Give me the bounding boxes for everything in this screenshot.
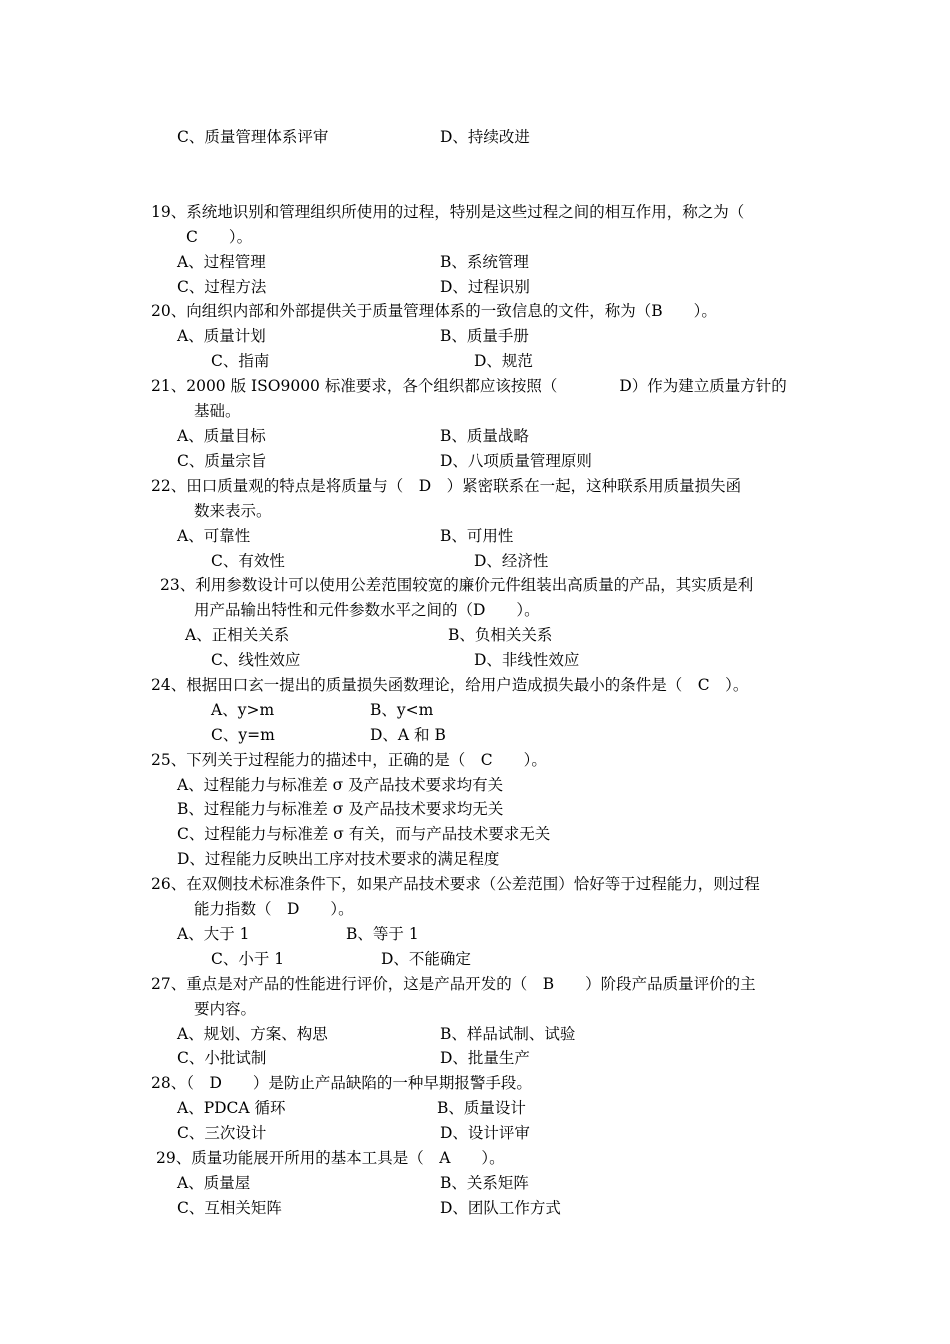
option-b: B、y<m: [370, 701, 434, 719]
option-c: C、y=m: [211, 726, 275, 744]
option-c: C、有效性: [211, 552, 285, 570]
option-d: D、A 和 B: [370, 726, 446, 744]
option-c: C、质量管理体系评审: [177, 128, 329, 146]
question-27-cont: 要内容。: [194, 1000, 257, 1018]
option-a: A、质量目标: [177, 427, 266, 445]
option-a: A、质量屋: [177, 1174, 251, 1192]
option-d: D、过程能力反映出工序对技术要求的满足程度: [177, 850, 500, 868]
question-24: 24、根据田口玄一提出的质量损失函数理论，给用户造成损失最小的条件是（ C ）。: [151, 676, 749, 694]
option-d: D、持续改进: [440, 128, 530, 146]
question-23-cont: 用产品输出特性和元件参数水平之间的（D ）。: [194, 601, 540, 619]
option-d: D、不能确定: [381, 950, 471, 968]
option-b: B、质量手册: [440, 327, 529, 345]
option-a: A、可靠性: [177, 527, 251, 545]
question-21-cont: 基础。: [194, 402, 241, 420]
option-a: A、规划、方案、构思: [177, 1025, 328, 1043]
option-a: A、PDCA 循环: [177, 1099, 286, 1117]
option-b: B、关系矩阵: [440, 1174, 529, 1192]
option-c: C、过程能力与标准差 σ 有关，而与产品技术要求无关: [177, 825, 551, 843]
question-25: 25、下列关于过程能力的描述中，正确的是（ C ）。: [151, 751, 547, 769]
option-d: D、批量生产: [440, 1049, 530, 1067]
question-29: 29、质量功能展开所用的基本工具是（ A ）。: [156, 1149, 505, 1167]
option-d: D、经济性: [474, 552, 549, 570]
option-c: C、互相关矩阵: [177, 1199, 282, 1217]
question-26: 26、在双侧技术标准条件下，如果产品技术要求（公差范围）恰好等于过程能力，则过程: [151, 875, 760, 893]
option-d: D、非线性效应: [474, 651, 580, 669]
option-d: D、规范: [474, 352, 533, 370]
option-a: A、大于 1: [177, 925, 250, 943]
option-c: C、小批试制: [177, 1049, 267, 1067]
question-19: 19、系统地识别和管理组织所使用的过程，特别是这些过程之间的相互作用，称之为（: [151, 203, 745, 221]
question-26-cont: 能力指数（ D ）。: [194, 900, 354, 918]
option-b: B、样品试制、试验: [440, 1025, 576, 1043]
option-b: B、过程能力与标准差 σ 及产品技术要求均无关: [177, 800, 504, 818]
option-b: B、质量战略: [440, 427, 529, 445]
question-27: 27、重点是对产品的性能进行评价，这是产品开发的（ B ）阶段产品质量评价的主: [151, 975, 756, 993]
option-b: B、可用性: [440, 527, 514, 545]
question-21: 21、2000 版 ISO9000 标准要求，各个组织都应该按照（ D）作为建立质量方针的: [151, 377, 787, 395]
option-c: C、指南: [211, 352, 270, 370]
option-a: A、质量计划: [177, 327, 266, 345]
option-c: C、三次设计: [177, 1124, 267, 1142]
option-d: D、过程识别: [440, 278, 530, 296]
option-b: B、质量设计: [437, 1099, 526, 1117]
option-c: C、过程方法: [177, 278, 267, 296]
question-23: 23、利用参数设计可以使用公差范围较宽的廉价元件组装出高质量的产品，其实质是利: [160, 576, 754, 594]
option-d: D、团队工作方式: [440, 1199, 561, 1217]
option-b: B、等于 1: [346, 925, 419, 943]
option-a: A、正相关关系: [185, 626, 290, 644]
option-c: C、小于 1: [211, 950, 285, 968]
question-28: 28、（ D ）是防止产品缺陷的一种早期报警手段。: [151, 1074, 532, 1092]
option-c: C、质量宗旨: [177, 452, 267, 470]
option-d: D、设计评审: [440, 1124, 530, 1142]
option-a: A、过程能力与标准差 σ 及产品技术要求均有关: [177, 776, 504, 794]
question-19-cont: C ）。: [186, 228, 253, 246]
question-22-cont: 数来表示。: [194, 502, 272, 520]
option-d: D、八项质量管理原则: [440, 452, 592, 470]
question-22: 22、田口质量观的特点是将质量与（ D ）紧密联系在一起，这种联系用质量损失函: [151, 477, 742, 495]
option-a: A、过程管理: [177, 253, 266, 271]
option-a: A、y>m: [211, 701, 275, 719]
question-20: 20、向组织内部和外部提供关于质量管理体系的一致信息的文件，称为（B ）。: [151, 302, 717, 320]
option-b: B、负相关关系: [448, 626, 553, 644]
option-b: B、系统管理: [440, 253, 529, 271]
option-c: C、线性效应: [211, 651, 301, 669]
